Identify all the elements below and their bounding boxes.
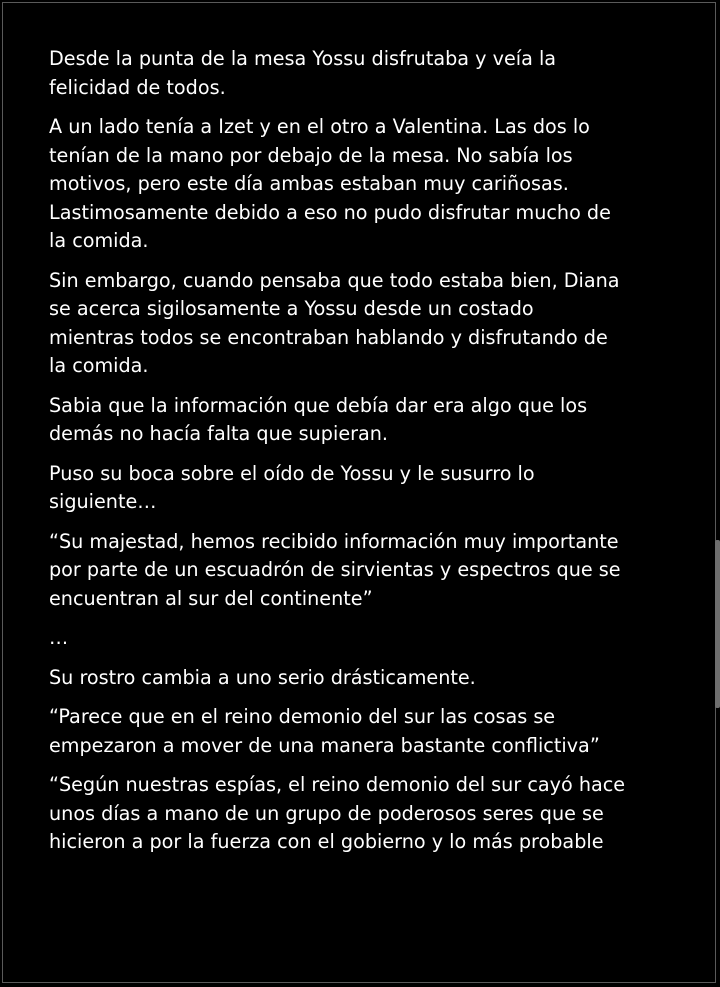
text-line: tenían de la mano por debajo de la mesa. No sabía los: [49, 143, 573, 167]
text-line: Puso su boca sobre el oído de Yossu y le susurro lo: [49, 461, 535, 485]
story-paragraph: [49, 664, 689, 693]
text-line: Desde la punta de la mesa Yossu disfrutaba y veía la: [49, 47, 557, 70]
story-paragraph: [49, 703, 689, 760]
reader-page: [2, 2, 716, 983]
story-paragraph: [49, 113, 689, 256]
story-paragraph: [49, 528, 689, 614]
story-paragraph: [49, 45, 689, 102]
text-line: Su rostro cambia a uno serio drásticamente.: [49, 665, 476, 689]
text-line: “Su majestad, hemos recibido información muy importante: [49, 529, 619, 553]
text-line: demás no hacía falta que supieran.: [49, 422, 389, 445]
text-line: A un lado tenía a Izet y en el otro a Valentina. Las dos lo: [49, 115, 590, 138]
story-paragraph: [49, 267, 689, 381]
story-paragraph: [49, 771, 689, 857]
text-line: siguiente…: [49, 490, 157, 513]
text-line: motivos, pero este día ambas estaban muy cariñosas.: [49, 172, 569, 195]
text-line: por parte de un escuadrón de sirvientas y espectros que se: [49, 558, 621, 581]
text-line: encuentran al sur del continente”: [49, 586, 373, 610]
text-line: Lastimosamente debido a eso no pudo disfrutar mucho de: [49, 200, 611, 224]
text-line: …: [49, 626, 69, 649]
text-line: empezaron a mover de una manera bastante conflictiva”: [49, 733, 600, 757]
text-line: la comida.: [49, 229, 149, 252]
text-line: Sin embargo, cuando pensaba que todo estaba bien, Diana: [49, 268, 620, 292]
text-line: felicidad de todos.: [49, 75, 226, 99]
text-line: Sabia que la información que debía dar era algo que los: [49, 393, 588, 417]
text-line: la comida.: [49, 354, 149, 377]
story-paragraph: [49, 392, 689, 449]
text-line: unos días a mano de un grupo de poderosos seres que se: [49, 801, 604, 825]
story-paragraph: [49, 624, 689, 653]
scrollbar-thumb[interactable]: [715, 540, 720, 708]
text-line: “Parece que en el reino demonio del sur las cosas se: [49, 705, 556, 728]
story-paragraph: [49, 460, 689, 517]
story-text: [49, 45, 689, 868]
text-line: se acerca sigilosamente a Yossu desde un costado: [49, 297, 534, 320]
text-line: “Según nuestras espías, el reino demonio del sur cayó hace: [49, 773, 626, 796]
text-line: mientras todos se encontraban hablando y disfrutando de: [49, 325, 608, 349]
text-line: hicieron a por la fuerza con el gobierno y lo más probable: [49, 830, 604, 853]
